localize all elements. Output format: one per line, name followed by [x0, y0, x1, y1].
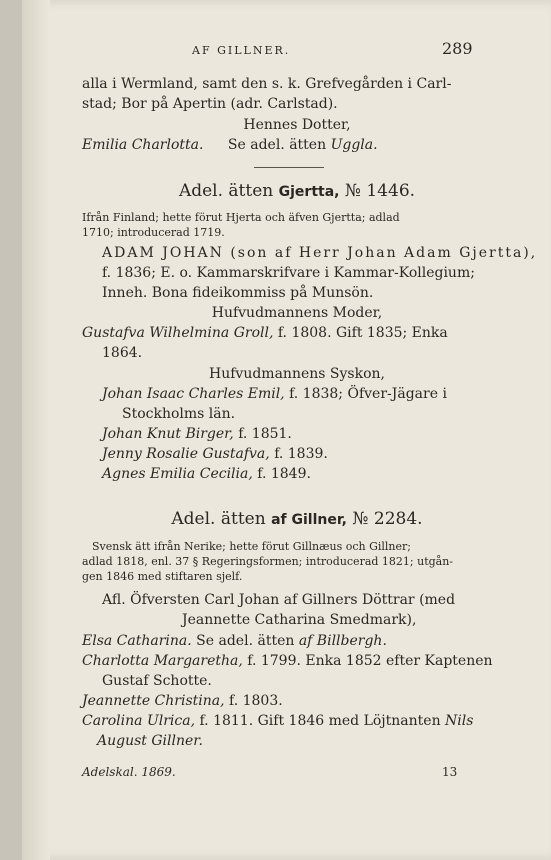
entry-line [82, 325, 448, 341]
entry-line [82, 633, 387, 649]
entry-text: Gustaf Schotte. [102, 673, 212, 689]
book-page [22, 0, 551, 860]
text-line: stad; Bor på Apertin (adr. Carlstad). [82, 96, 338, 112]
family-intro: gen 1846 med stiftaren sjelf. [82, 570, 243, 583]
entry-line [97, 733, 203, 749]
printer-signature: Adelskal. 1869. [82, 765, 176, 779]
title-prefix: Adel. ätten [178, 181, 274, 201]
entry-text: f. 1849. [257, 466, 311, 482]
entry-line [82, 137, 378, 153]
entry-line [102, 466, 311, 482]
entry-text: f. 1838; Öfver-Jägare i [289, 386, 447, 402]
section-heading: Hufvudmannens Moder, [211, 305, 383, 321]
entry-line [82, 693, 283, 709]
entry-line [82, 713, 473, 729]
family-intro: Ifrån Finland; hette förut Hjerta och äfven Gjertta; adlad [82, 211, 400, 224]
family-name: af Gillner, [271, 512, 348, 528]
separator-rule [254, 167, 324, 168]
head-of-family: ADAM JOHAN (son af Herr Johan Adam Gjertta), [102, 245, 538, 261]
cross-reference: af Billbergh. [298, 633, 387, 649]
page-number: 289 [442, 39, 473, 58]
entry-text: f. 1808. Gift 1835; Enka [277, 325, 448, 341]
person-name: Charlotta Margaretha, [82, 653, 243, 669]
person-name: Elsa Catharina. [82, 633, 192, 649]
person-name: Johan Knut Birger, [102, 426, 234, 442]
entry-text: Se adel. ätten [196, 633, 295, 649]
family-intro: adlad 1818, enl. 37 § Regeringsformen; introducerad 1821; utgån- [82, 555, 454, 568]
section-heading: Afl. Öfversten Carl Johan af Gillners Döttrar (med [102, 592, 456, 608]
family-number: № 1446. [344, 181, 416, 201]
entry-line [102, 673, 212, 689]
text-line: 1864. [102, 345, 143, 361]
cross-reference: Uggla. [330, 137, 378, 153]
person-name: Carolina Ulrica, [82, 713, 196, 729]
entry-text: f. 1799. Enka 1852 efter Kaptenen [247, 653, 493, 669]
entry-text: Se adel. ätten [227, 137, 327, 153]
entry-line [102, 386, 447, 402]
section-heading: Hennes Dotter, [243, 117, 351, 133]
sheet-number: 13 [442, 765, 458, 779]
family-title [82, 181, 512, 201]
title-prefix: Adel. ätten [171, 509, 266, 529]
entry-text: f. 1803. [229, 693, 283, 709]
entry-line [102, 426, 292, 442]
person-name: Gustafva Wilhelmina Groll, [82, 325, 274, 341]
person-name: Johan Isaac Charles Emil, [102, 386, 285, 402]
text-line: Inneh. Bona fideikommiss på Munsön. [102, 285, 374, 301]
entry-line [102, 446, 328, 462]
running-title: AF GILLNER. [192, 44, 291, 57]
entry-text: f. 1839. [274, 446, 328, 462]
family-title [82, 509, 512, 529]
cross-reference: Nils [445, 713, 474, 729]
family-intro: 1710; introducerad 1719. [82, 226, 225, 239]
person-name: Emilia Charlotta. [82, 137, 204, 153]
text-line: alla i Wermland, samt den s. k. Grefvegården i Carl- [82, 76, 452, 92]
family-name: Gjertta, [278, 184, 340, 200]
family-intro: Svensk ätt ifrån Nerike; hette förut Gillnæus och Gillner; [92, 540, 411, 553]
text-line: f. 1836; E. o. Kammarskrifvare i Kammar-Kollegium; [102, 265, 475, 281]
person-name: Agnes Emilia Cecilia, [102, 466, 253, 482]
person-name: Jenny Rosalie Gustafva, [102, 446, 270, 462]
section-heading: Hufvudmannens Syskon, [209, 366, 385, 382]
person-name: August Gillner. [97, 733, 203, 749]
page-gutter [22, 0, 50, 860]
section-heading: Jeannette Catharina Smedmark), [182, 612, 417, 628]
entry-text: f. 1851. [238, 426, 292, 442]
entry-text: Stockholms län. [122, 406, 236, 422]
entry-line [122, 406, 235, 422]
entry-text: f. 1811. Gift 1846 med Löjtnanten [199, 713, 441, 729]
person-name: Jeannette Christina, [82, 693, 225, 709]
family-number: № 2284. [352, 509, 423, 529]
entry-line [82, 653, 493, 669]
